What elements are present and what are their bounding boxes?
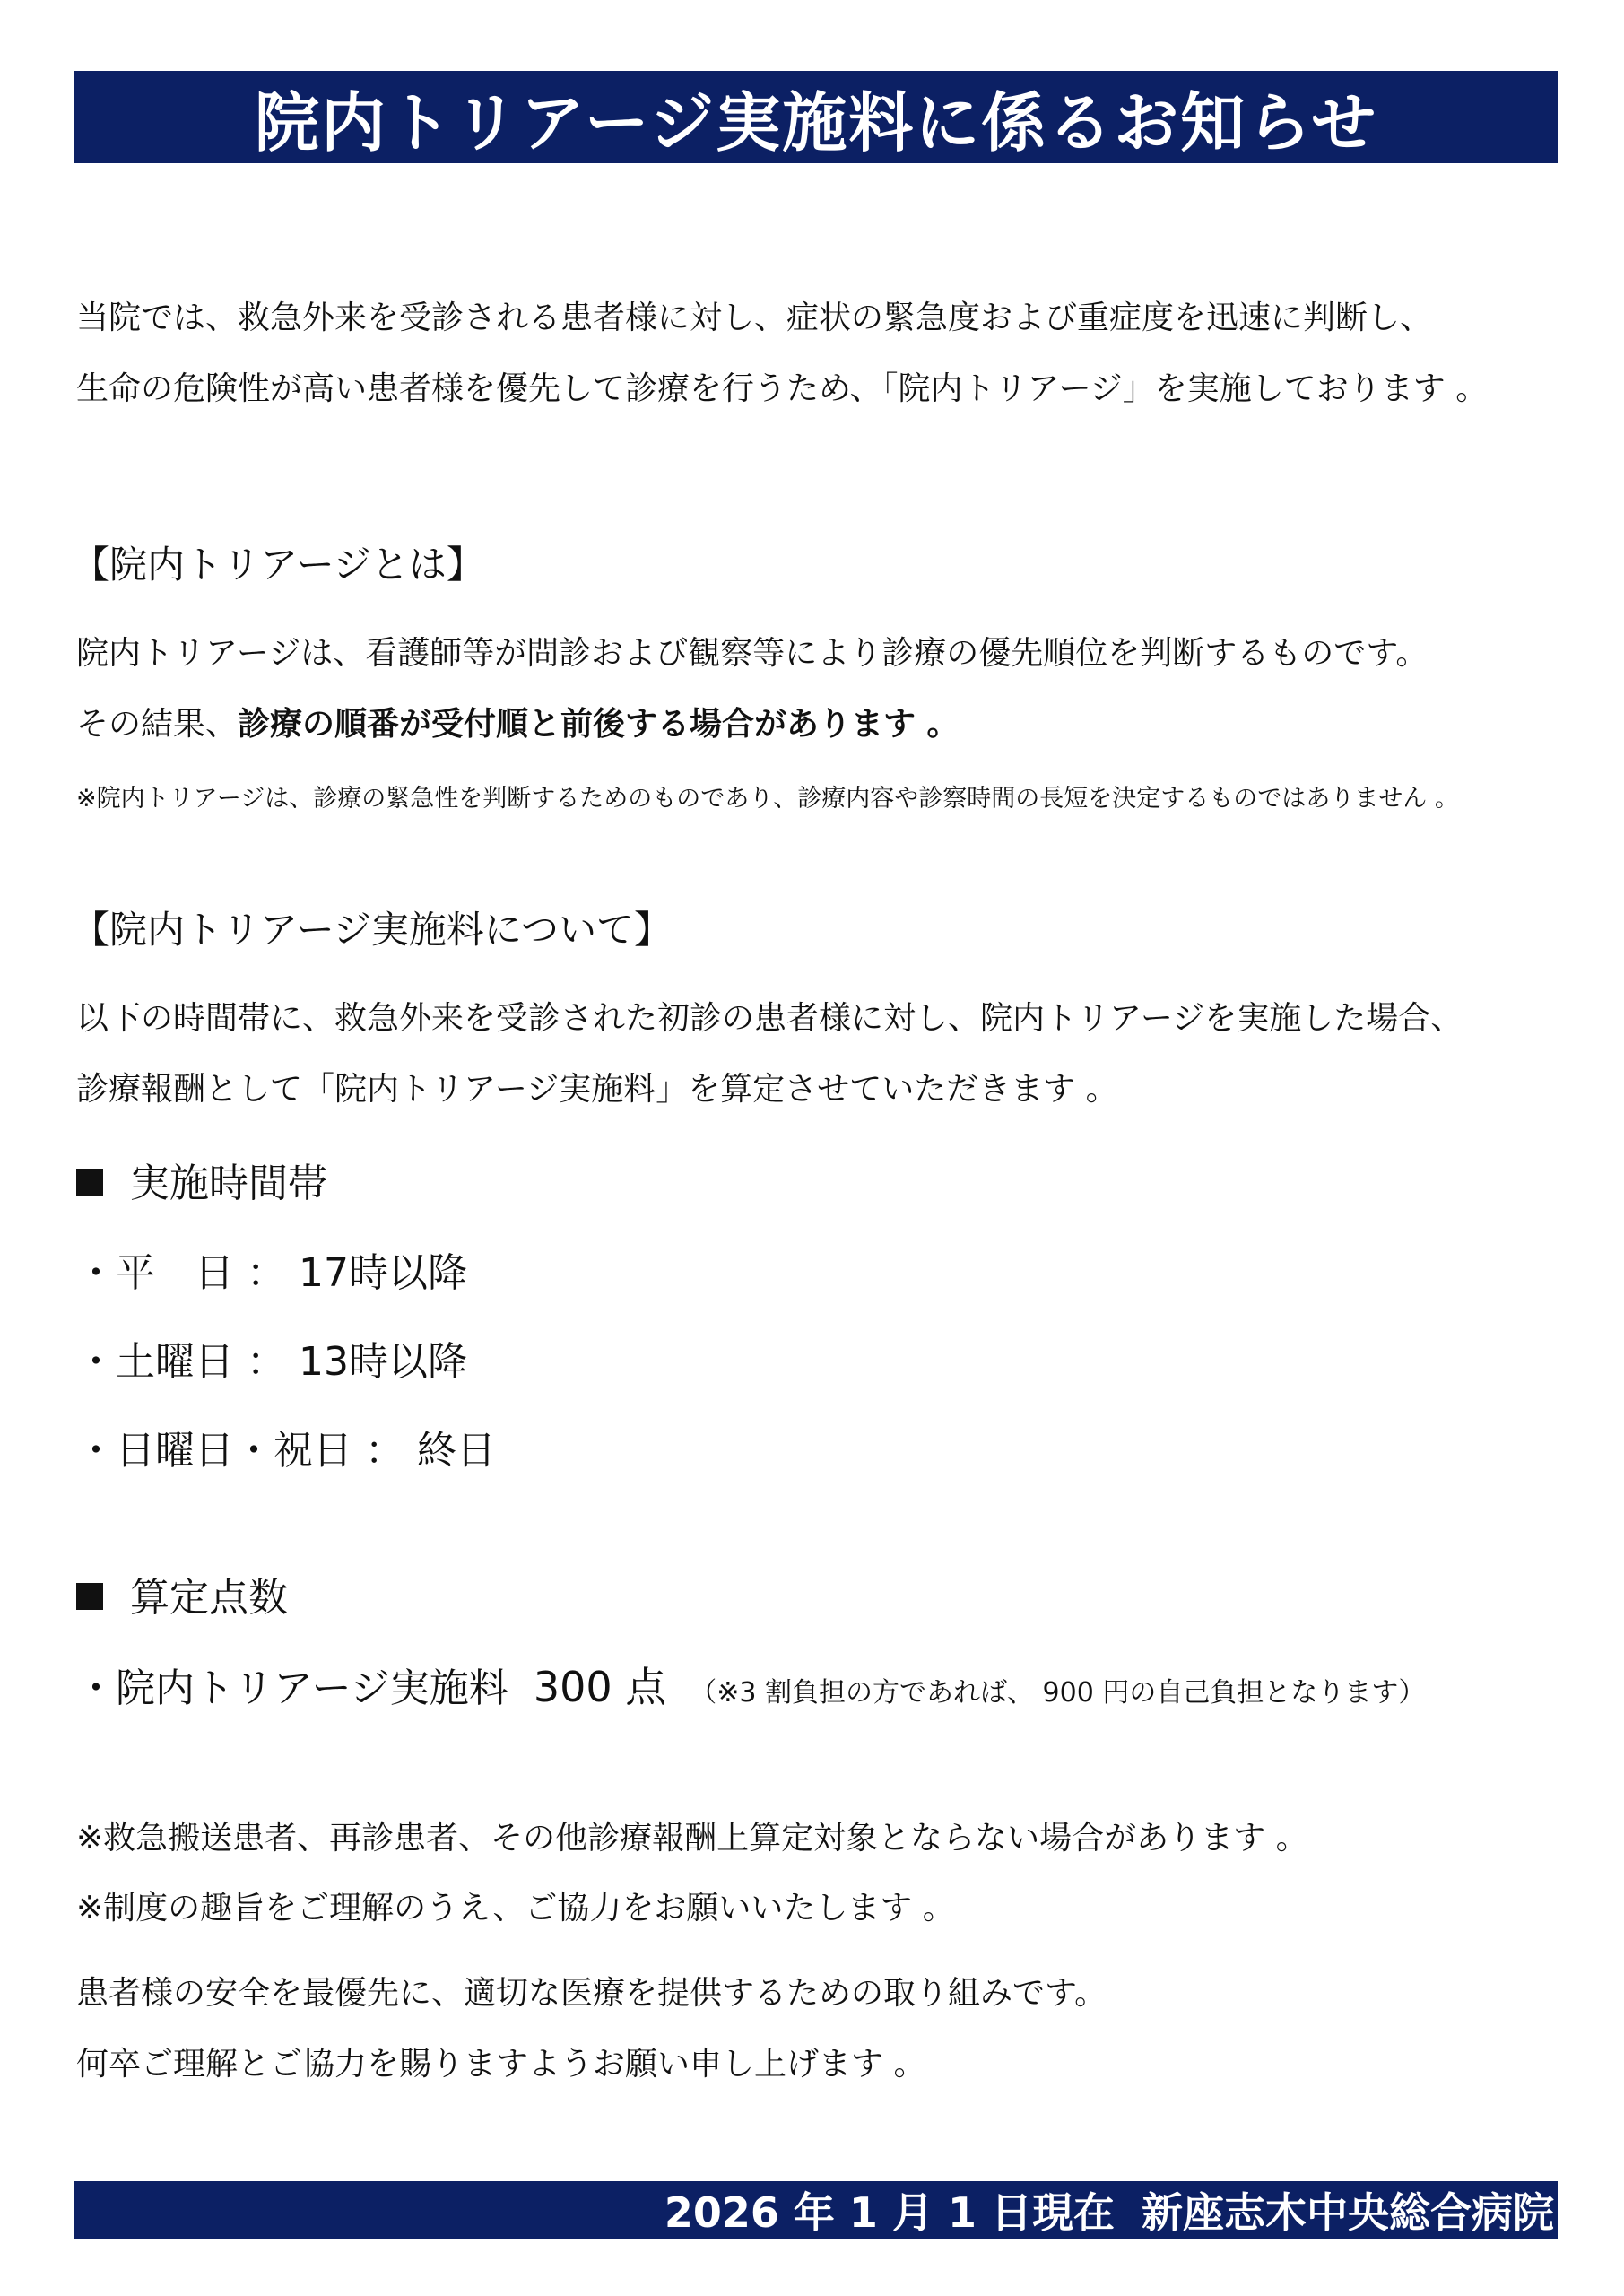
square-bullet-icon — [76, 1583, 103, 1610]
score-item-label: ・院内トリアージ実施料 — [76, 1665, 508, 1711]
title-banner — [74, 71, 1558, 163]
note-exclusions: ※救急搬送患者、再診患者、その他診療報酬上算定対象とならない場合があります 。 — [76, 1820, 1308, 1857]
hours-saturday: ・土曜日 ： 13時以降 — [76, 1339, 467, 1385]
score-item — [76, 1655, 1425, 1714]
score-item-note: （※3 割負担の方であれば、 900 円の自己負担となります） — [690, 1677, 1426, 1709]
section-heading-fee: 【院内トリアージ実施料について】 — [72, 908, 673, 952]
footer-banner — [74, 2181, 1558, 2239]
hours-sunday-holiday: ・日曜日・祝日 ： 終日 — [76, 1428, 496, 1474]
hours-weekday: ・平 日 ： 17時以降 — [76, 1250, 467, 1296]
score-heading — [76, 1565, 288, 1622]
page-title: 院内トリアージ実施料に係るお知らせ — [254, 84, 1378, 161]
triage-result — [76, 699, 960, 744]
triage-result-prefix: その結果、 — [76, 706, 239, 743]
note-cooperation: ※制度の趣旨をご理解のうえ、ご協力をお願いいたします 。 — [76, 1890, 955, 1926]
section-heading-triage: 【院内トリアージとは】 — [72, 543, 484, 587]
triage-note: ※院内トリアージは、診療の緊急性を判断するためのものであり、診療内容や診察時間の長短を決定するものではありません 。 — [76, 785, 1459, 813]
square-bullet-icon — [76, 1169, 103, 1196]
intro-line-2: 生命の危険性が高い患者様を優先して診療を行うため、「院内トリアージ」を実施しております 。 — [76, 370, 1489, 407]
score-heading-label: 算定点数 — [130, 1575, 288, 1621]
score-item-points: 300 点 — [533, 1663, 667, 1711]
triage-result-emphasis: 診療の順番が受付順と前後する場合があります 。 — [238, 706, 960, 743]
closing-line-1: 患者様の安全を最優先に、適切な医療を提供するための取り組みです。 — [76, 1975, 1107, 2012]
fee-description-1: 以下の時間帯に、救急外来を受診された初診の患者様に対し、院内トリアージを実施した場合、 — [76, 1000, 1463, 1037]
closing-line-2: 何卒ご理解とご協力を賜りますようお願い申し上げます 。 — [76, 2046, 926, 2083]
intro-line-1: 当院では、救急外来を受診される患者様に対し、症状の緊急度および重症度を迅速に判断し、 — [76, 300, 1433, 336]
footer-date: 2026 年 1 月 1 日現在 — [664, 2188, 1115, 2237]
fee-description-2: 診療報酬として「院内トリアージ実施料」を算定させていただきます 。 — [76, 1071, 1118, 1108]
hours-heading — [76, 1151, 327, 1208]
triage-description: 院内トリアージは、看護師等が問診および観察等により診療の優先順位を判断するものです。 — [76, 635, 1429, 672]
hours-heading-label: 実施時間帯 — [130, 1161, 327, 1206]
footer-hospital-name: 新座志木中央総合病院 — [1142, 2188, 1554, 2237]
